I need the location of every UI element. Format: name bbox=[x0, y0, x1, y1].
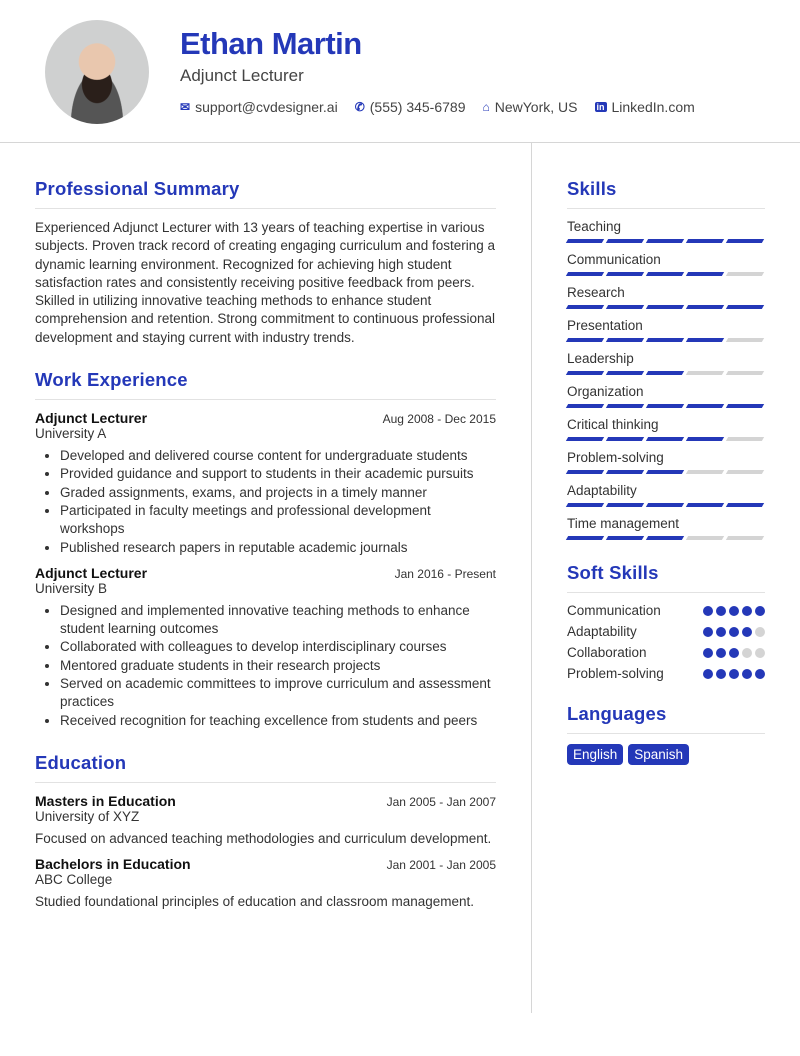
rating-dot bbox=[703, 627, 713, 637]
skill-level-bar bbox=[567, 536, 765, 540]
rating-dot bbox=[755, 669, 765, 679]
skill-segment bbox=[606, 404, 644, 408]
institution: ABC College bbox=[35, 872, 113, 888]
skill-segment bbox=[686, 536, 724, 540]
section-heading: Professional Summary bbox=[35, 178, 496, 209]
skill-segment bbox=[686, 437, 724, 441]
job-title: Adjunct Lecturer bbox=[35, 410, 148, 427]
contact-phone[interactable] bbox=[355, 99, 466, 115]
envelope-icon: ✉ bbox=[180, 100, 191, 114]
skill-level-bar bbox=[567, 272, 765, 276]
skill-segment bbox=[566, 371, 604, 375]
job-bullet: • Collaborated with colleagues to develop interdisciplinary courses bbox=[60, 638, 496, 656]
candidate-title: Adjunct Lecturer bbox=[180, 66, 304, 85]
skill-level-bar bbox=[567, 503, 765, 507]
job-bullet: • Graded assignments, exams, and projects in a timely manner bbox=[60, 484, 496, 502]
skill-level-bar bbox=[567, 239, 765, 243]
skill-name: Problem-solving bbox=[567, 450, 664, 465]
skill-segment bbox=[566, 305, 604, 309]
soft-skill-name: Problem-solving bbox=[567, 666, 664, 681]
rating-dot bbox=[742, 669, 752, 679]
skill-segment bbox=[686, 470, 724, 474]
skill-item bbox=[567, 483, 765, 507]
job-bullets bbox=[35, 602, 496, 730]
rating-dot bbox=[755, 648, 765, 658]
skill-item bbox=[567, 318, 765, 342]
skill-segment bbox=[726, 305, 764, 309]
skill-segment bbox=[566, 470, 604, 474]
soft-skill-name: Collaboration bbox=[567, 645, 647, 660]
rating-dot bbox=[703, 669, 713, 679]
skill-segment bbox=[726, 536, 764, 540]
rating-dot bbox=[716, 648, 726, 658]
rating-dot bbox=[716, 627, 726, 637]
skill-segment bbox=[646, 338, 684, 342]
section-heading: Skills bbox=[567, 178, 765, 209]
education-header bbox=[35, 856, 496, 872]
skill-item bbox=[567, 450, 765, 474]
soft-skill-rating bbox=[703, 669, 765, 679]
degree: Masters in Education bbox=[35, 792, 176, 809]
skill-segment bbox=[726, 470, 764, 474]
soft-skill-item bbox=[567, 666, 765, 681]
skill-segment bbox=[686, 305, 724, 309]
skill-item bbox=[567, 285, 765, 309]
skill-segment bbox=[646, 536, 684, 540]
skill-segment bbox=[606, 371, 644, 375]
language-list bbox=[567, 744, 765, 765]
skill-segment bbox=[646, 503, 684, 507]
soft-skill-rating bbox=[703, 606, 765, 616]
skill-segment bbox=[566, 437, 604, 441]
skill-segment bbox=[566, 503, 604, 507]
education-entry bbox=[35, 793, 496, 848]
skill-item bbox=[567, 417, 765, 441]
candidate-name: Ethan Martin bbox=[180, 26, 362, 61]
soft-skill-rating bbox=[703, 627, 765, 637]
skill-name: Adaptability bbox=[567, 483, 637, 498]
phone-icon: ✆ bbox=[354, 100, 365, 114]
rating-dot bbox=[742, 606, 752, 616]
skill-name: Research bbox=[567, 285, 625, 300]
skill-level-bar bbox=[567, 371, 765, 375]
job-header bbox=[35, 565, 496, 581]
resume-header bbox=[0, 0, 800, 143]
languages-section bbox=[567, 703, 765, 765]
skill-segment bbox=[646, 371, 684, 375]
skill-segment bbox=[686, 503, 724, 507]
skill-segment bbox=[686, 371, 724, 375]
skill-segment bbox=[726, 371, 764, 375]
job-organization: University B bbox=[35, 580, 108, 596]
main-column bbox=[35, 178, 496, 934]
skill-name: Leadership bbox=[567, 351, 634, 366]
skill-segment bbox=[646, 470, 684, 474]
language-tag: Spanish bbox=[628, 744, 689, 765]
location-text: NewYork, US bbox=[494, 99, 578, 115]
skill-segment bbox=[566, 404, 604, 408]
skill-name: Time management bbox=[567, 516, 680, 531]
avatar bbox=[45, 20, 149, 124]
skill-segment bbox=[726, 239, 764, 243]
skill-item bbox=[567, 516, 765, 540]
job-bullet: • Received recognition for teaching excellence from students and peers bbox=[60, 712, 496, 730]
skill-segment bbox=[646, 305, 684, 309]
job-bullet: • Designed and implemented innovative teaching methods to enhance student learning outcomes bbox=[60, 602, 496, 639]
home-icon: ⌂ bbox=[482, 100, 490, 114]
job-dates: Jan 2016 - Present bbox=[394, 566, 496, 581]
job-bullet: • Published research papers in reputable academic journals bbox=[60, 539, 496, 557]
summary-section bbox=[35, 178, 496, 347]
rating-dot bbox=[729, 648, 739, 658]
rating-dot bbox=[729, 606, 739, 616]
language-tag: English bbox=[567, 744, 623, 765]
rating-dot bbox=[703, 606, 713, 616]
soft-skill-name: Communication bbox=[567, 603, 661, 618]
skill-level-bar bbox=[567, 404, 765, 408]
soft-skill-item bbox=[567, 645, 765, 660]
skill-segment bbox=[726, 338, 764, 342]
contact-linkedin[interactable] bbox=[595, 99, 695, 115]
skill-segment bbox=[686, 404, 724, 408]
skill-segment bbox=[606, 239, 644, 243]
skills-section bbox=[567, 178, 765, 540]
education-dates: Jan 2001 - Jan 2005 bbox=[386, 858, 496, 873]
skill-segment bbox=[726, 503, 764, 507]
job-organization: University A bbox=[35, 426, 107, 442]
skill-name: Presentation bbox=[567, 318, 643, 333]
skill-segment bbox=[646, 437, 684, 441]
skill-segment bbox=[726, 272, 764, 276]
section-heading: Education bbox=[35, 752, 496, 783]
section-heading: Soft Skills bbox=[567, 562, 765, 593]
skill-segment bbox=[726, 437, 764, 441]
section-heading: Work Experience bbox=[35, 369, 496, 400]
skill-level-bar bbox=[567, 470, 765, 474]
summary-text: Experienced Adjunct Lecturer with 13 years of teaching expertise in various subjects. Proven track record of creating engaging curriculum and fostering a dynamic learning environment. Recognized for achieving high student satisfaction rates and consistently receiving positive feedback from peers. Skilled in utilizing innovative teaching methods to enhance student comprehension and retention. Strong commitment to continuous professional development and staying current with industry trends. bbox=[35, 220, 496, 345]
education-header bbox=[35, 793, 496, 809]
skill-level-bar bbox=[567, 305, 765, 309]
skill-item bbox=[567, 252, 765, 276]
rating-dot bbox=[716, 669, 726, 679]
contact-list bbox=[180, 99, 695, 115]
skill-segment bbox=[566, 239, 604, 243]
education-entry bbox=[35, 856, 496, 911]
contact-location bbox=[483, 99, 578, 115]
skill-name: Critical thinking bbox=[567, 417, 659, 432]
institution: University of XYZ bbox=[35, 808, 140, 824]
job-title: Adjunct Lecturer bbox=[35, 564, 148, 581]
skill-segment bbox=[606, 338, 644, 342]
skill-segment bbox=[606, 470, 644, 474]
linkedin-text: LinkedIn.com bbox=[611, 99, 695, 115]
skill-segment bbox=[566, 536, 604, 540]
job-bullet: • Served on academic committees to improve curriculum and assessment practices bbox=[60, 675, 496, 712]
skill-level-bar bbox=[567, 338, 765, 342]
job-dates: Aug 2008 - Dec 2015 bbox=[382, 412, 496, 427]
skill-segment bbox=[606, 536, 644, 540]
phone-text: (555) 345-6789 bbox=[369, 99, 466, 115]
soft-skill-name: Adaptability bbox=[567, 624, 637, 639]
skill-segment bbox=[686, 239, 724, 243]
rating-dot bbox=[716, 606, 726, 616]
skill-segment bbox=[606, 305, 644, 309]
skill-name: Communication bbox=[567, 252, 661, 267]
job-bullet: • Participated in faculty meetings and professional development workshops bbox=[60, 502, 496, 539]
sidebar-column bbox=[567, 178, 765, 787]
soft-skill-item bbox=[567, 624, 765, 639]
section-heading: Languages bbox=[567, 703, 765, 734]
contact-email[interactable] bbox=[180, 99, 338, 115]
job-entry bbox=[35, 565, 496, 730]
rating-dot bbox=[742, 627, 752, 637]
skill-segment bbox=[606, 503, 644, 507]
skill-segment bbox=[686, 338, 724, 342]
skill-segment bbox=[606, 437, 644, 441]
skill-item bbox=[567, 351, 765, 375]
skill-segment bbox=[646, 272, 684, 276]
skill-name: Organization bbox=[567, 384, 644, 399]
rating-dot bbox=[755, 606, 765, 616]
education-description: Studied foundational principles of education and classroom management. bbox=[35, 894, 475, 910]
skill-segment bbox=[646, 239, 684, 243]
job-bullet: • Mentored graduate students in their research projects bbox=[60, 657, 496, 675]
skill-item bbox=[567, 219, 765, 243]
job-header bbox=[35, 410, 496, 426]
rating-dot bbox=[703, 648, 713, 658]
rating-dot bbox=[729, 627, 739, 637]
job-bullet: • Provided guidance and support to students in their academic pursuits bbox=[60, 465, 496, 483]
education-section bbox=[35, 752, 496, 912]
rating-dot bbox=[729, 669, 739, 679]
education-dates: Jan 2005 - Jan 2007 bbox=[386, 794, 496, 809]
skill-segment bbox=[566, 272, 604, 276]
degree: Bachelors in Education bbox=[35, 856, 191, 873]
soft-skills-section bbox=[567, 562, 765, 681]
skill-segment bbox=[726, 404, 764, 408]
education-description: Focused on advanced teaching methodologies and curriculum development. bbox=[35, 830, 492, 846]
job-bullets bbox=[35, 447, 496, 557]
skill-segment bbox=[566, 338, 604, 342]
skill-segment bbox=[646, 404, 684, 408]
job-entry bbox=[35, 410, 496, 557]
skill-level-bar bbox=[567, 437, 765, 441]
rating-dot bbox=[742, 648, 752, 658]
skill-segment bbox=[606, 272, 644, 276]
column-divider bbox=[531, 143, 532, 1013]
work-section bbox=[35, 369, 496, 730]
job-bullet: • Developed and delivered course content for undergraduate students bbox=[60, 447, 496, 465]
linkedin-icon: in bbox=[596, 102, 605, 112]
skill-item bbox=[567, 384, 765, 408]
skill-name: Teaching bbox=[567, 219, 622, 234]
skill-segment bbox=[686, 272, 724, 276]
rating-dot bbox=[755, 627, 765, 637]
soft-skill-item bbox=[567, 603, 765, 618]
email-text: support@cvdesigner.ai bbox=[195, 99, 338, 115]
soft-skill-rating bbox=[703, 648, 765, 658]
